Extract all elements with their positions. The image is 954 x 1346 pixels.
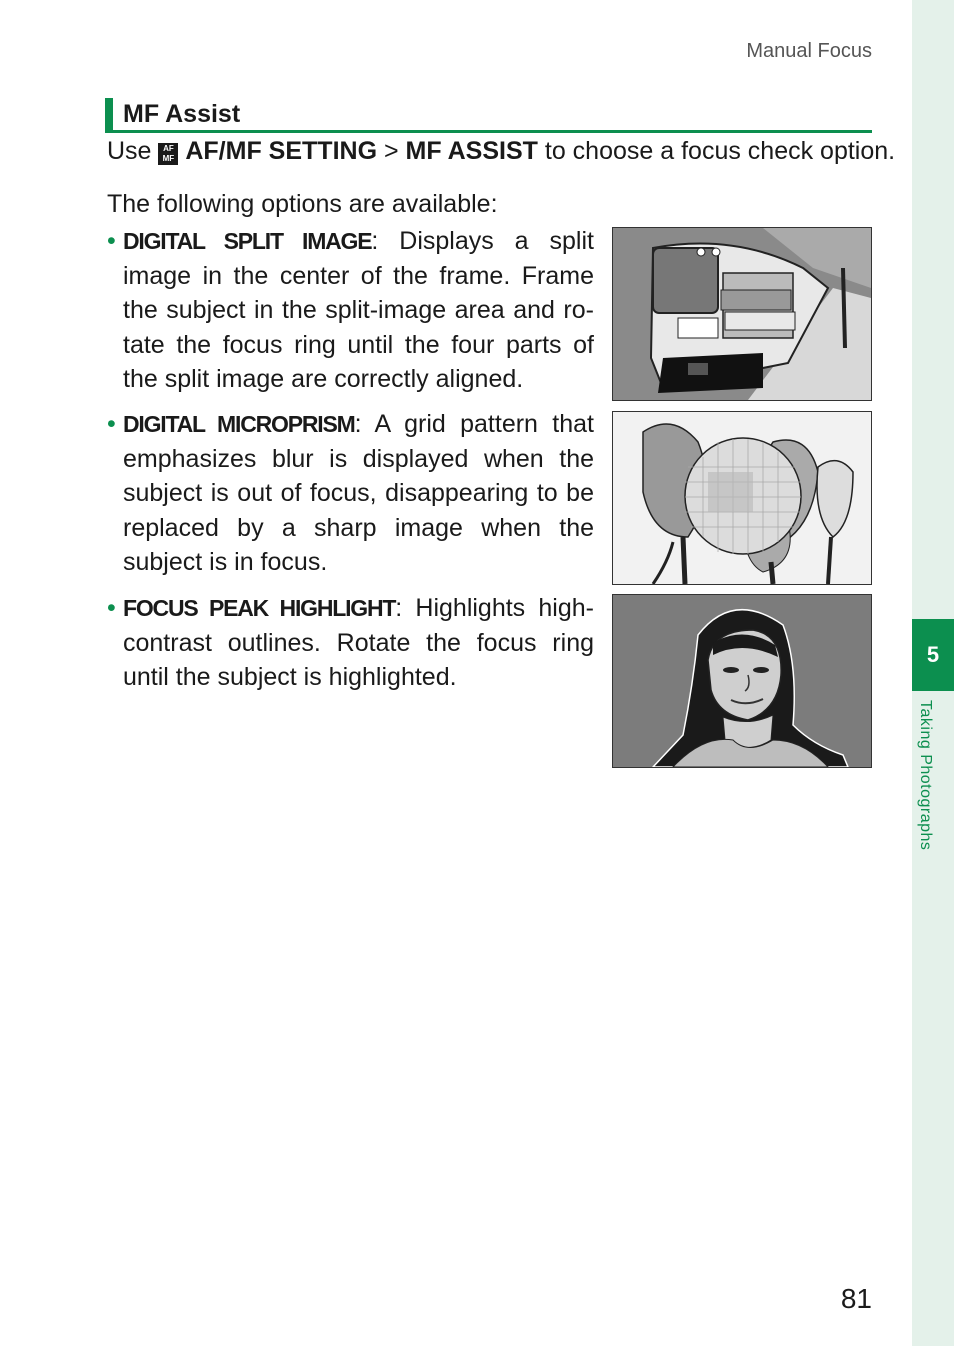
bullet: • <box>107 227 116 255</box>
bullet: • <box>107 594 116 622</box>
portrait-illustration <box>612 594 872 768</box>
train-illustration <box>612 227 872 401</box>
section-title: MF Assist <box>123 100 241 128</box>
option-description: : Displays a split image in the center of the frame. Frame the subject in the split-image area and rotate the focus ring until the four parts of the split image are correctly aligned. <box>123 227 594 393</box>
tulip-illustration <box>612 411 872 585</box>
bullet: • <box>107 410 116 438</box>
option-description: : Highlights high-contrast outlines. Rotate the focus ring until the subject is highlighted. <box>123 594 594 691</box>
intro-tail: to choose a focus check option. <box>537 137 896 165</box>
option-digital-split-image <box>107 224 594 397</box>
option-name: DIGITAL MICROPRISM <box>123 411 355 437</box>
section-heading <box>105 98 872 133</box>
options-lead: The following options are available: <box>107 190 498 218</box>
option-description: : A grid pattern that emphasizes blur is displayed when the subject is out of focus, disappearing to be replaced by a sharp image when the subject is in focus. <box>123 410 594 576</box>
option-name: FOCUS PEAK HIGHLIGHT <box>123 595 396 621</box>
intro-sentence <box>107 137 896 166</box>
menu-item: MF ASSIST <box>405 137 538 165</box>
heading-accent-bar <box>105 98 113 131</box>
option-name: DIGITAL SPLIT IMAGE <box>123 228 372 254</box>
running-header: Manual Focus <box>746 40 872 62</box>
menu-separator: > <box>377 137 406 165</box>
page-number: 81 <box>840 1283 872 1314</box>
af-mf-menu-icon: AF MF <box>158 143 178 165</box>
intro-use: Use <box>107 137 159 165</box>
chapter-tab[interactable]: 5 <box>912 619 954 691</box>
option-digital-microprism <box>107 407 594 580</box>
option-focus-peak-highlight <box>107 591 594 695</box>
menu-name: AF/MF SETTING <box>185 137 378 165</box>
chapter-title: Taking Photographs <box>917 700 934 851</box>
